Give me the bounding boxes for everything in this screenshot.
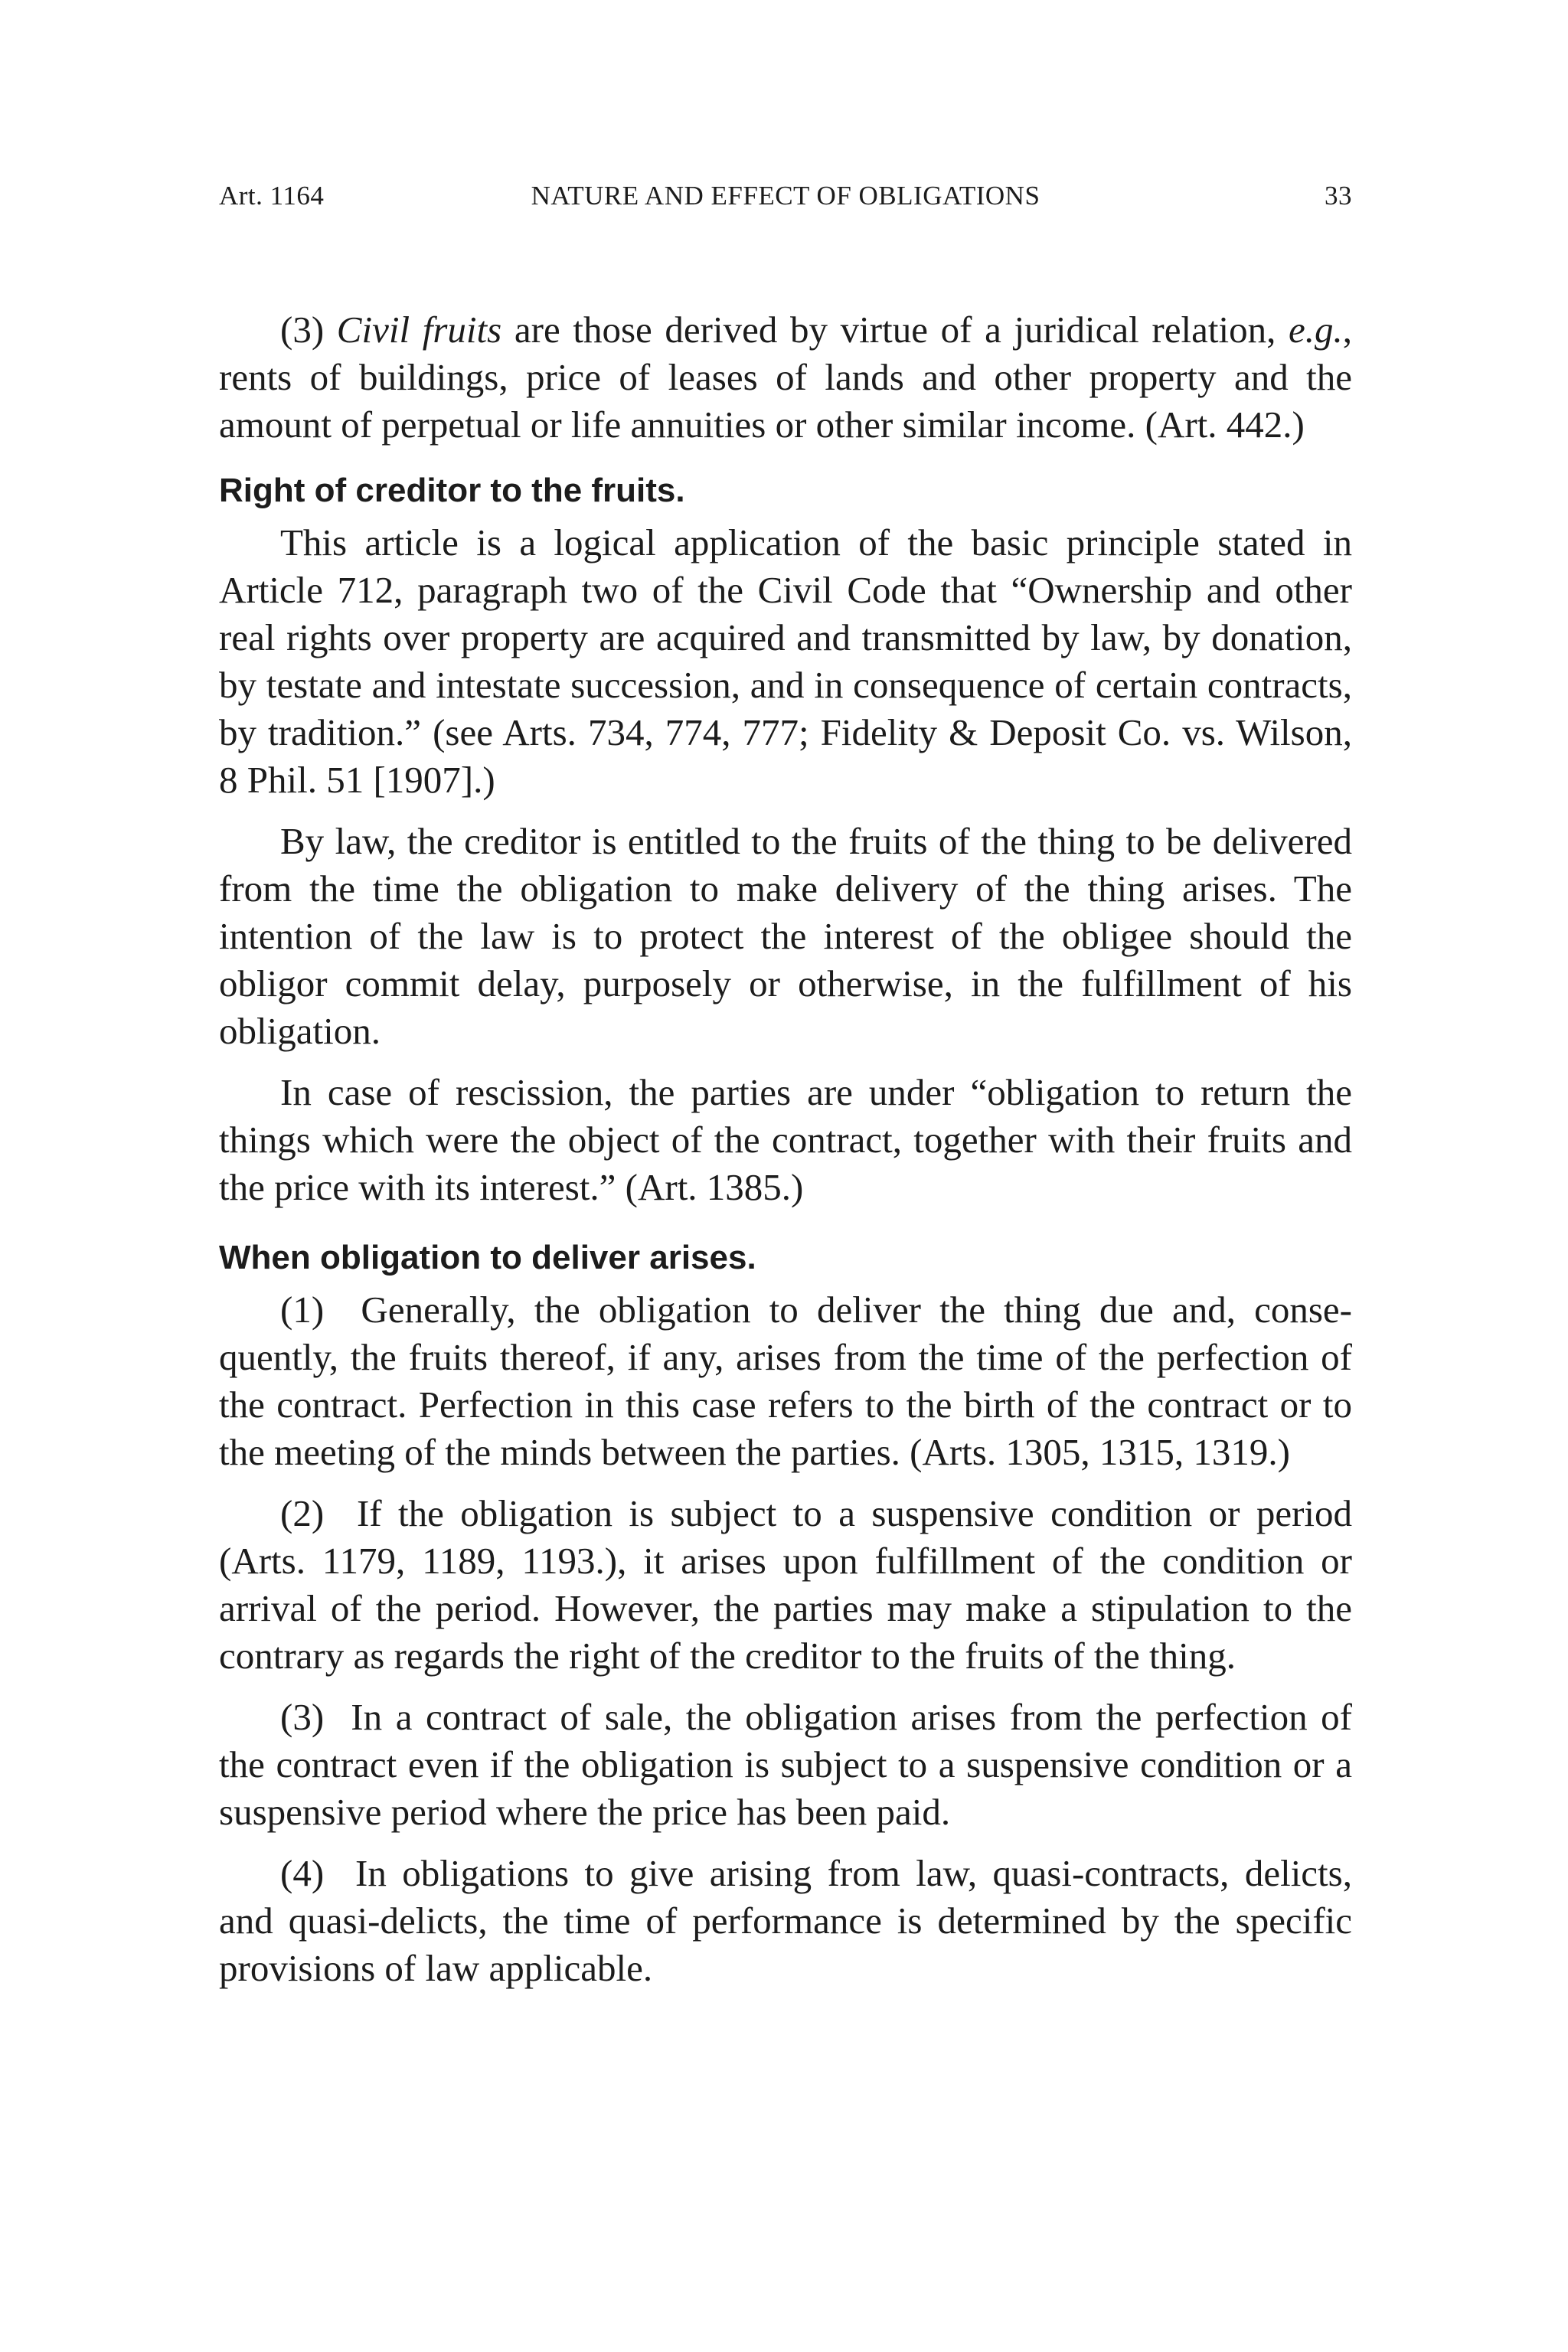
paragraph-text: are those derived by virtue of a juridical relation, <box>514 309 1276 351</box>
paragraph: This article is a logical application of the basic principle stated in Article 712, paragraph two of the Civil Code that “Ownership and other real rights over property are acquired and transmitted by law, by donation, by testate and intestate succession, and in consequence of certain contracts, by tradition.” (see Arts. 734, 774, 777; Fidelity & Deposit Co. vs. Wilson, 8 Phil. 51 [1907].) <box>219 521 1352 801</box>
page-body <box>219 306 1352 1992</box>
paragraph-text: , rents of buildings, price of leases of lands and other property and the amount of perpetual or life annuities or other similar income. (Art. 442.) <box>219 309 1352 446</box>
page-number: 33 <box>1325 181 1352 211</box>
article-reference: Art. 1164 <box>219 181 325 211</box>
running-head <box>219 181 1352 217</box>
civil-fruits-paragraph <box>219 306 1352 449</box>
paragraph: (2) If the obligation is subject to a suspensive condition or period (Arts. 1179, 1189, 1193.), it arises upon fulfillment of the condition or arrival of the period. However, the parties may make a stipulation to the contrary as regards the right of the creditor to the fruits of the thing. <box>219 1492 1352 1677</box>
item-number: (3) <box>280 309 325 351</box>
defined-term: Civil fruits <box>336 309 502 351</box>
paragraph: By law, the creditor is entitled to the fruits of the thing to be delivered from the time the obligation to make delivery of the thing arises. The intention of the law is to protect the interest of the obligee should the obligor commit delay, purposely or otherwise, in the fulfillment of his obligation. <box>219 820 1352 1052</box>
paragraph: In case of rescission, the parties are under “obligation to return the things which were the object of the contract, together with their fruits and the price with its interest.” (Art. 1385.) <box>219 1071 1352 1208</box>
paragraph: (4) In obligations to give arising from law, quasi-contracts, delicts, and quasi-delicts, the time of performance is determined by the specific provisions of law applicable. <box>219 1852 1352 1989</box>
eg-abbreviation: e.g. <box>1289 309 1343 351</box>
section-heading: Right of creditor to the fruits. <box>219 472 685 509</box>
paragraph: (3) In a contract of sale, the obligation arises from the perfection of the contract even if the obligation is subject to a suspensive condition or a suspensive period where the price has been paid. <box>219 1696 1352 1833</box>
section-heading: When obligation to deliver arises. <box>219 1239 756 1276</box>
paragraph: (1) Generally, the obligation to deliver the thing due and, consequently, the fruits thereof, if any, arises from the time of the perfection of the contract. Perfection in this case refers to the birth of the contract or to the meeting of the minds between the parties. (Arts. 1305, 1315, 1319.) <box>219 1289 1352 1473</box>
chapter-title: NATURE AND EFFECT OF OBLIGATIONS <box>531 181 1040 211</box>
